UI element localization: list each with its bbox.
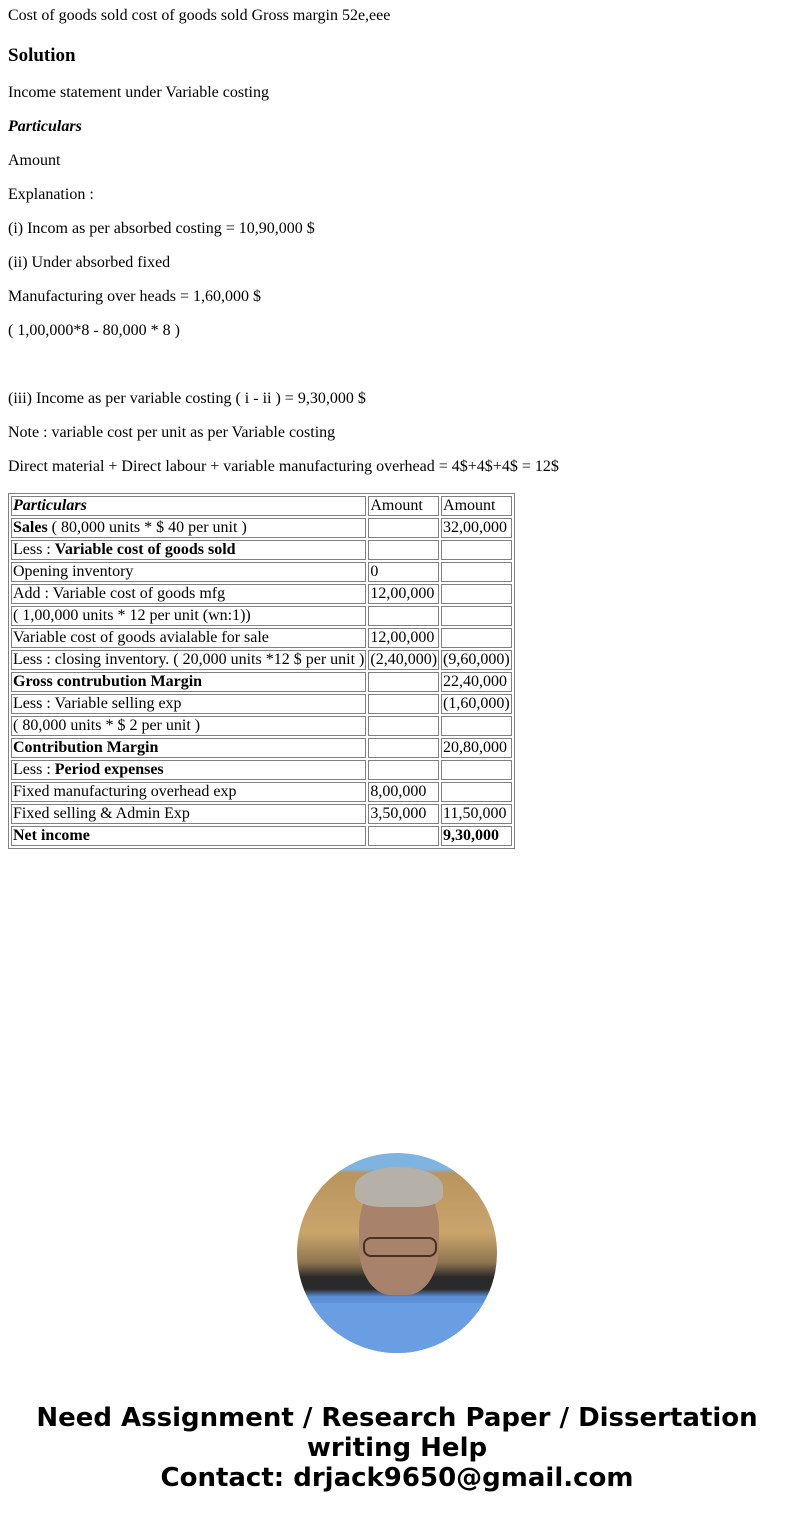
header-amount-2: Amount bbox=[441, 496, 512, 516]
row-prefix: Less : bbox=[13, 761, 55, 778]
row-text: ( 1,00,000 units * 12 per unit (wn:1)) bbox=[13, 607, 251, 624]
solution-heading: Solution bbox=[8, 45, 76, 66]
row-particulars bbox=[11, 804, 366, 824]
table-row bbox=[11, 760, 512, 780]
row-amount-1 bbox=[368, 606, 439, 626]
amount-label: Amount bbox=[8, 152, 61, 169]
table-row bbox=[11, 716, 512, 736]
header-amount-1: Amount bbox=[368, 496, 439, 516]
row-text: Opening inventory bbox=[13, 563, 134, 580]
row-amount-2 bbox=[441, 606, 512, 626]
avatar-hair bbox=[355, 1167, 443, 1207]
row-bold-label: Period expenses bbox=[54, 761, 164, 778]
row-amount-2: (1,60,000) bbox=[443, 695, 510, 712]
table-row bbox=[11, 738, 512, 758]
row-text: Variable cost of goods avialable for sale bbox=[13, 629, 269, 646]
row-amount-2 bbox=[441, 562, 512, 582]
row-bold-label: Net income bbox=[13, 827, 90, 844]
row-amount-2 bbox=[441, 760, 512, 780]
table-row bbox=[11, 584, 512, 604]
table-header-row bbox=[11, 496, 512, 516]
row-amount-2: 9,30,000 bbox=[441, 826, 512, 846]
banner-line-1: Need Assignment / Research Paper / Dissertation bbox=[36, 1403, 758, 1433]
row-amount-2 bbox=[441, 628, 512, 648]
row-amount-2 bbox=[441, 782, 512, 802]
table-row bbox=[11, 606, 512, 626]
explanation-ii-calc: ( 1,00,000*8 - 80,000 * 8 ) bbox=[8, 322, 180, 339]
author-avatar bbox=[297, 1153, 497, 1353]
row-amount-2 bbox=[441, 540, 512, 560]
row-particulars bbox=[11, 628, 366, 648]
row-amount-1 bbox=[368, 760, 439, 780]
table-row bbox=[11, 650, 512, 670]
row-amount-2: 32,00,000 bbox=[441, 518, 512, 538]
row-amount-1 bbox=[368, 672, 439, 692]
row-particulars bbox=[11, 694, 366, 714]
row-amount-1: 12,00,000 bbox=[368, 584, 439, 604]
row-particulars bbox=[11, 606, 366, 626]
table-row bbox=[11, 672, 512, 692]
explanation-iii: (iii) Income as per variable costing ( i - ii ) = 9,30,000 $ bbox=[8, 390, 366, 407]
row-particulars bbox=[11, 562, 366, 582]
row-text: ( 80,000 units * $ 2 per unit ) bbox=[13, 717, 201, 734]
row-amount-1 bbox=[368, 694, 439, 714]
income-statement-title: Income statement under Variable costing bbox=[8, 84, 269, 101]
table-row bbox=[11, 540, 512, 560]
avatar-shirt bbox=[297, 1303, 497, 1353]
row-text: Less : closing inventory. ( 20,000 units *12 $ per unit ) bbox=[13, 651, 365, 668]
particulars-label: Particulars bbox=[8, 118, 82, 135]
row-text: Fixed selling & Admin Exp bbox=[13, 805, 190, 822]
table-row bbox=[11, 518, 512, 538]
row-particulars bbox=[11, 540, 366, 560]
banner-contact: Contact: drjack9650@gmail.com bbox=[160, 1463, 634, 1493]
row-particulars bbox=[11, 782, 366, 802]
note: Note : variable cost per unit as per Variable costing bbox=[8, 424, 336, 441]
table-row bbox=[11, 782, 512, 802]
row-amount-2: (9,60,000) bbox=[443, 651, 510, 668]
row-bold-label: Variable cost of goods sold bbox=[54, 541, 236, 558]
table-row bbox=[11, 804, 512, 824]
row-particulars bbox=[11, 518, 366, 538]
row-particulars bbox=[11, 716, 366, 736]
row-particulars bbox=[11, 672, 366, 692]
row-particulars bbox=[11, 584, 366, 604]
table-row bbox=[11, 628, 512, 648]
row-amount-1 bbox=[368, 738, 439, 758]
intro-line: Cost of goods sold cost of goods sold Gross margin 52e,eee bbox=[8, 7, 391, 24]
row-prefix: Less : bbox=[13, 541, 55, 558]
avatar-glasses bbox=[363, 1237, 437, 1257]
row-amount-1 bbox=[368, 826, 439, 846]
row-text: Add : Variable cost of goods mfg bbox=[13, 585, 226, 602]
explanation-ii-cont: Manufacturing over heads = 1,60,000 $ bbox=[8, 288, 261, 305]
explanation-ii: (ii) Under absorbed fixed bbox=[8, 254, 171, 271]
banner-line-2: writing Help bbox=[306, 1433, 488, 1463]
row-amount-1: 8,00,000 bbox=[368, 782, 439, 802]
table-row bbox=[11, 694, 512, 714]
row-amount-1 bbox=[368, 716, 439, 736]
row-amount-1 bbox=[368, 540, 439, 560]
row-amount-1: 12,00,000 bbox=[368, 628, 439, 648]
row-particulars bbox=[11, 760, 366, 780]
row-particulars bbox=[11, 650, 366, 670]
row-amount-2: 22,40,000 bbox=[441, 672, 512, 692]
explanation-label: Explanation : bbox=[8, 186, 94, 203]
row-amount-2: 20,80,000 bbox=[441, 738, 512, 758]
row-text: ( 80,000 units * $ 40 per unit ) bbox=[47, 519, 247, 536]
row-amount-1: 3,50,000 bbox=[368, 804, 439, 824]
note-calc: Direct material + Direct labour + variable manufacturing overhead = 4$+4$+4$ = 12$ bbox=[8, 458, 559, 475]
row-bold-label: Contribution Margin bbox=[13, 739, 159, 756]
row-amount-2 bbox=[441, 716, 512, 736]
row-amount-1: 0 bbox=[368, 562, 439, 582]
row-text: Fixed manufacturing overhead exp bbox=[13, 783, 237, 800]
row-amount-1: (2,40,000) bbox=[370, 651, 438, 668]
table-row bbox=[11, 562, 512, 582]
row-amount-2 bbox=[441, 584, 512, 604]
header-particulars: Particulars bbox=[11, 496, 366, 516]
table-row bbox=[11, 826, 512, 846]
row-amount-1 bbox=[368, 518, 439, 538]
row-bold-label: Sales bbox=[13, 519, 48, 536]
explanation-i: (i) Incom as per absorbed costing = 10,90,000 $ bbox=[8, 220, 315, 237]
row-particulars bbox=[11, 738, 366, 758]
contact-banner bbox=[0, 1403, 794, 1493]
row-bold-label: Gross contrubution Margin bbox=[13, 673, 203, 690]
income-statement-table bbox=[8, 493, 515, 849]
row-text: Less : Variable selling exp bbox=[13, 695, 182, 712]
row-amount-2: 11,50,000 bbox=[441, 804, 512, 824]
row-particulars bbox=[11, 826, 366, 846]
